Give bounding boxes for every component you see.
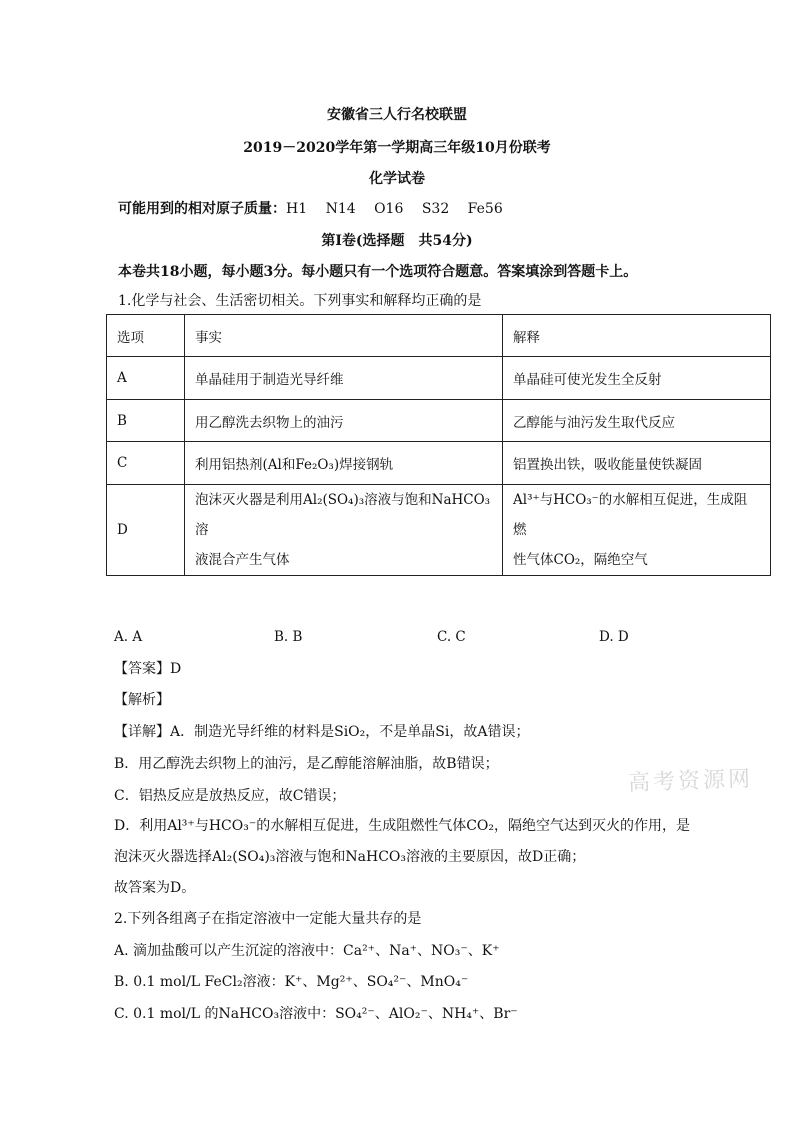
q1-analysis-line: 故答案为D。 bbox=[114, 880, 196, 896]
q1-analysis-line: 【详解】A．制造光导纤维的材料是SiO₂，不是单晶Si，故A错误； bbox=[114, 724, 530, 740]
atomic-mass-values: H1 N14 O16 S32 Fe56 bbox=[286, 201, 503, 217]
row-option: B bbox=[107, 400, 185, 442]
header-cell-option: 选项 bbox=[107, 315, 185, 357]
q1-stem: 1.化学与社会、生活密切相关。下列事实和解释均正确的是 bbox=[118, 293, 482, 309]
q1-answer: 【答案】D bbox=[114, 661, 182, 677]
instructions: 本卷共18小题，每小题3分。每小题只有一个选项符合题意。答案填涂到答题卡上。 bbox=[118, 264, 638, 280]
watermark: 高考资源网 bbox=[627, 766, 754, 797]
row-fact-line: 泡沫灭火器是利用Al₂(SO₄)₃溶液与饱和NaHCO₃溶 bbox=[195, 492, 491, 538]
q2-option-c: C. 0.1 mol/L 的NaHCO₃溶液中：SO₄²⁻、AlO₂⁻、NH₄⁺、Br⁻ bbox=[114, 1006, 518, 1022]
row-explanation-line: 性气体CO₂，隔绝空气 bbox=[513, 552, 648, 568]
row-explanation: 单晶硅可使光发生全反射 bbox=[503, 357, 771, 400]
table-row bbox=[107, 400, 771, 442]
row-explanation: 乙醇能与油污发生取代反应 bbox=[503, 400, 771, 442]
row-fact bbox=[185, 485, 503, 576]
table-row bbox=[107, 485, 771, 576]
header-subject: 化学试卷 bbox=[369, 171, 425, 187]
q1-analysis-line: 泡沫灭火器选择Al₂(SO₄)₃溶液与饱和NaHCO₃溶液的主要原因，故D正确； bbox=[114, 849, 586, 865]
row-fact: 单晶硅用于制造光导纤维 bbox=[185, 357, 503, 400]
q1-analysis-label: 【解析】 bbox=[114, 692, 170, 708]
q2-option-a: A. 滴加盐酸可以产生沉淀的溶液中：Ca²⁺、Na⁺、NO₃⁻、K⁺ bbox=[114, 943, 500, 959]
table-row bbox=[107, 357, 771, 400]
q1-option-c: C. C bbox=[437, 629, 466, 645]
header-exam: 2019－2020学年第一学期高三年级10月份联考 bbox=[243, 140, 551, 156]
q1-analysis-line: B．用乙醇洗去织物上的油污，是乙醇能溶解油脂，故B错误； bbox=[114, 756, 499, 772]
row-fact: 用乙醇洗去织物上的油污 bbox=[185, 400, 503, 442]
row-explanation-line: Al³⁺与HCO₃⁻的水解相互促进，生成阻燃 bbox=[513, 492, 748, 538]
q1-analysis-line: C．铝热反应是放热反应，故C错误； bbox=[114, 788, 346, 804]
row-fact: 利用铝热剂(Al和Fe₂O₃)焊接钢轨 bbox=[185, 442, 503, 485]
table-row bbox=[107, 442, 771, 485]
q1-analysis-line: D．利用Al³⁺与HCO₃⁻的水解相互促进，生成阻燃性气体CO₂，隔绝空气达到灭火的作用，是 bbox=[114, 818, 691, 834]
q1-option-b: B. B bbox=[274, 629, 303, 645]
row-explanation bbox=[503, 485, 771, 576]
q1-table bbox=[106, 314, 771, 576]
q2-option-b: B. 0.1 mol/L FeCl₂溶液：K⁺、Mg²⁺、SO₄²⁻、MnO₄⁻ bbox=[114, 974, 469, 990]
atomic-mass-label: 可能用到的相对原子质量： bbox=[118, 201, 286, 217]
row-fact-line: 液混合产生气体 bbox=[195, 552, 290, 568]
q1-option-a: A. A bbox=[114, 629, 143, 645]
row-option: C bbox=[107, 442, 185, 485]
part-title: 第Ⅰ卷(选择题 共54分) bbox=[321, 233, 473, 249]
q1-option-d: D. D bbox=[599, 629, 629, 645]
row-explanation: 铝置换出铁，吸收能量使铁凝固 bbox=[503, 442, 771, 485]
row-option: D bbox=[107, 485, 185, 576]
header-cell-fact: 事实 bbox=[185, 315, 503, 357]
atomic-masses bbox=[118, 198, 503, 218]
header-org: 安徽省三人行名校联盟 bbox=[327, 107, 467, 123]
header-cell-explanation: 解释 bbox=[503, 315, 771, 357]
q2-stem: 2.下列各组离子在指定溶液中一定能大量共存的是 bbox=[114, 911, 422, 927]
row-option: A bbox=[107, 357, 185, 400]
table-header-row bbox=[107, 315, 771, 357]
